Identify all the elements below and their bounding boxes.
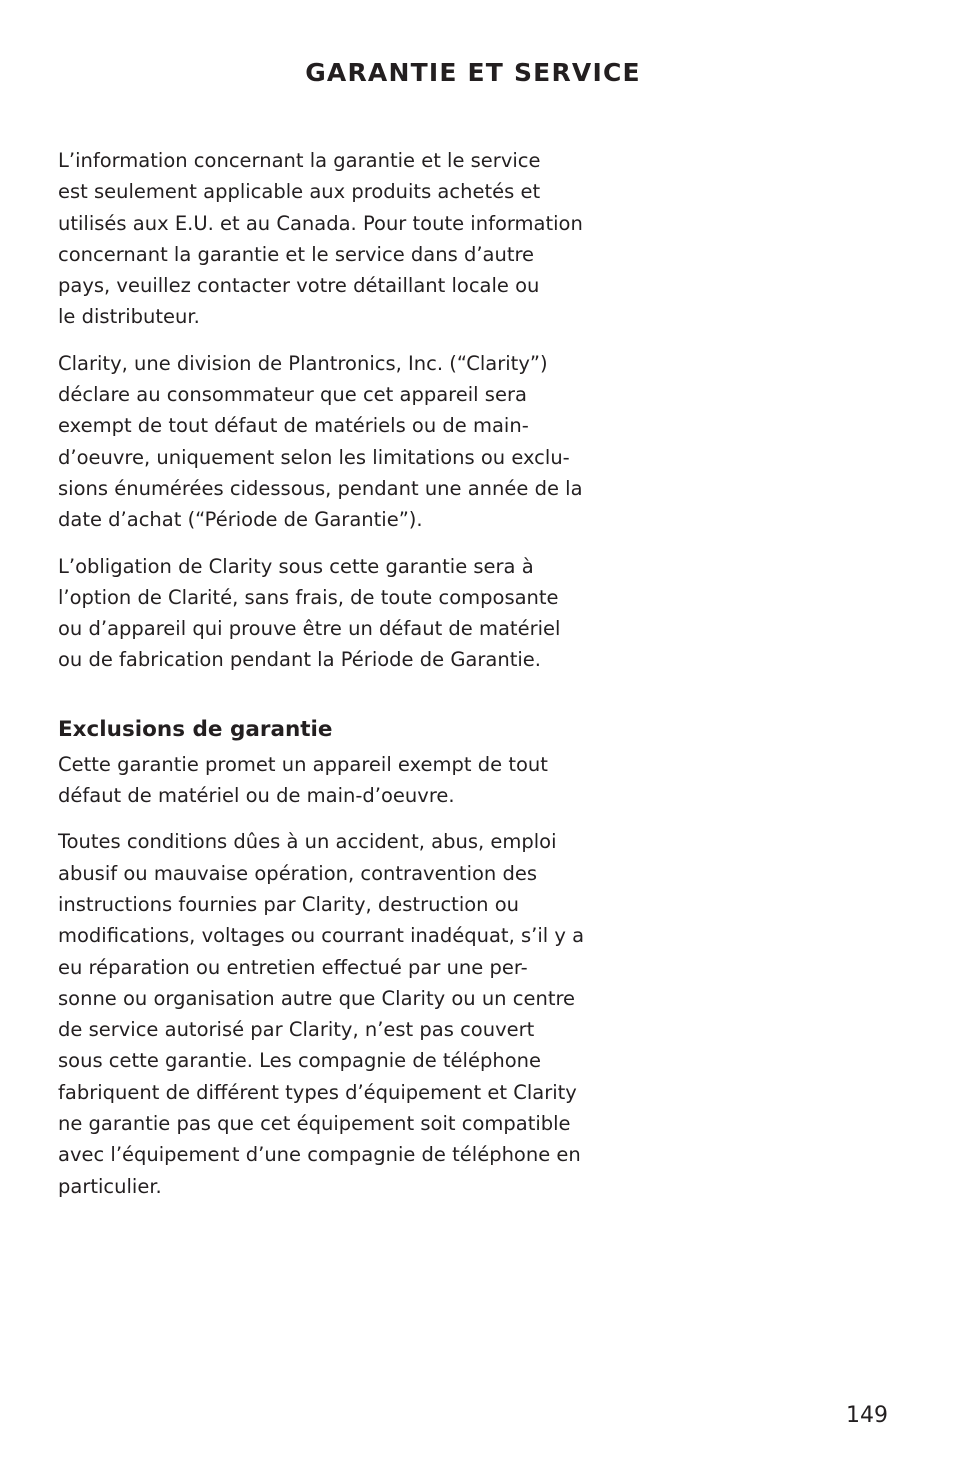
text-line: défaut de matériel ou de main-d’oeuvre. [58,784,455,808]
text-line: déclare au consommateur que cet appareil sera [58,383,527,407]
text-line: avec l’équipement d’une compagnie de téléphone en [58,1143,581,1167]
text-line: fabriquent de différent types d’équipement et Clarity [58,1080,577,1104]
text-line: utilisés aux E.U. et au Canada. Pour toute information [58,211,583,235]
paragraph-warranty-obligation [58,551,588,676]
text-line: l’option de Clarité, sans frais, de toute composante [58,585,559,609]
section-heading-exclusions: Exclusions de garantie [58,716,333,742]
text-line: L’obligation de Clarity sous cette garantie sera à [58,554,534,578]
text-line: exempt de tout défaut de matériels ou de main- [58,414,529,438]
text-line: modifications, voltages ou courrant inadéquat, s’il y a [58,924,585,948]
text-line: Cette garantie promet un appareil exempt de tout [58,752,548,776]
document-body [58,145,588,1217]
text-line: eu réparation ou entretien effectué par une per- [58,955,528,979]
paragraph-exclusions-details [58,826,588,1202]
text-line: d’oeuvre, uniquement selon les limitations ou exclu- [58,445,570,469]
text-line: pays, veuillez contacter votre détaillant locale ou [58,274,540,298]
text-line: ou d’appareil qui prouve être un défaut de matériel [58,617,561,641]
text-line: Clarity, une division de Plantronics, Inc. (“Clarity”) [58,351,548,375]
text-line: instructions fournies par Clarity, destruction ou [58,892,520,916]
text-line: ou de fabrication pendant la Période de Garantie. [58,648,541,672]
paragraph-exclusions-intro [58,749,588,812]
text-line: sions énumérées cidessous, pendant une année de la [58,476,583,500]
text-line: Toutes conditions dûes à un accident, abus, emploi [58,830,557,854]
paragraph-warranty-declaration [58,348,588,536]
text-line: ne garantie pas que cet équipement soit compatible [58,1112,571,1136]
text-line: date d’achat (“Période de Garantie”). [58,508,423,532]
text-line: abusif ou mauvaise opération, contravention des [58,861,538,885]
text-line: particulier. [58,1174,162,1198]
page-title: GARANTIE ET SERVICE [305,58,641,87]
text-line: sonne ou organisation autre que Clarity ou un centre [58,986,576,1010]
paragraph-warranty-scope [58,145,588,333]
text-line: L’information concernant la garantie et le service [58,149,541,172]
text-line: concernant la garantie et le service dans d’autre [58,242,535,266]
text-line: sous cette garantie. Les compagnie de téléphone [58,1049,541,1073]
text-line: de service autorisé par Clarity, n’est pas couvert [58,1018,535,1042]
page-number: 149 [846,1403,888,1428]
text-line: est seulement applicable aux produits achetés et [58,180,541,204]
text-line: le distributeur. [58,305,200,329]
